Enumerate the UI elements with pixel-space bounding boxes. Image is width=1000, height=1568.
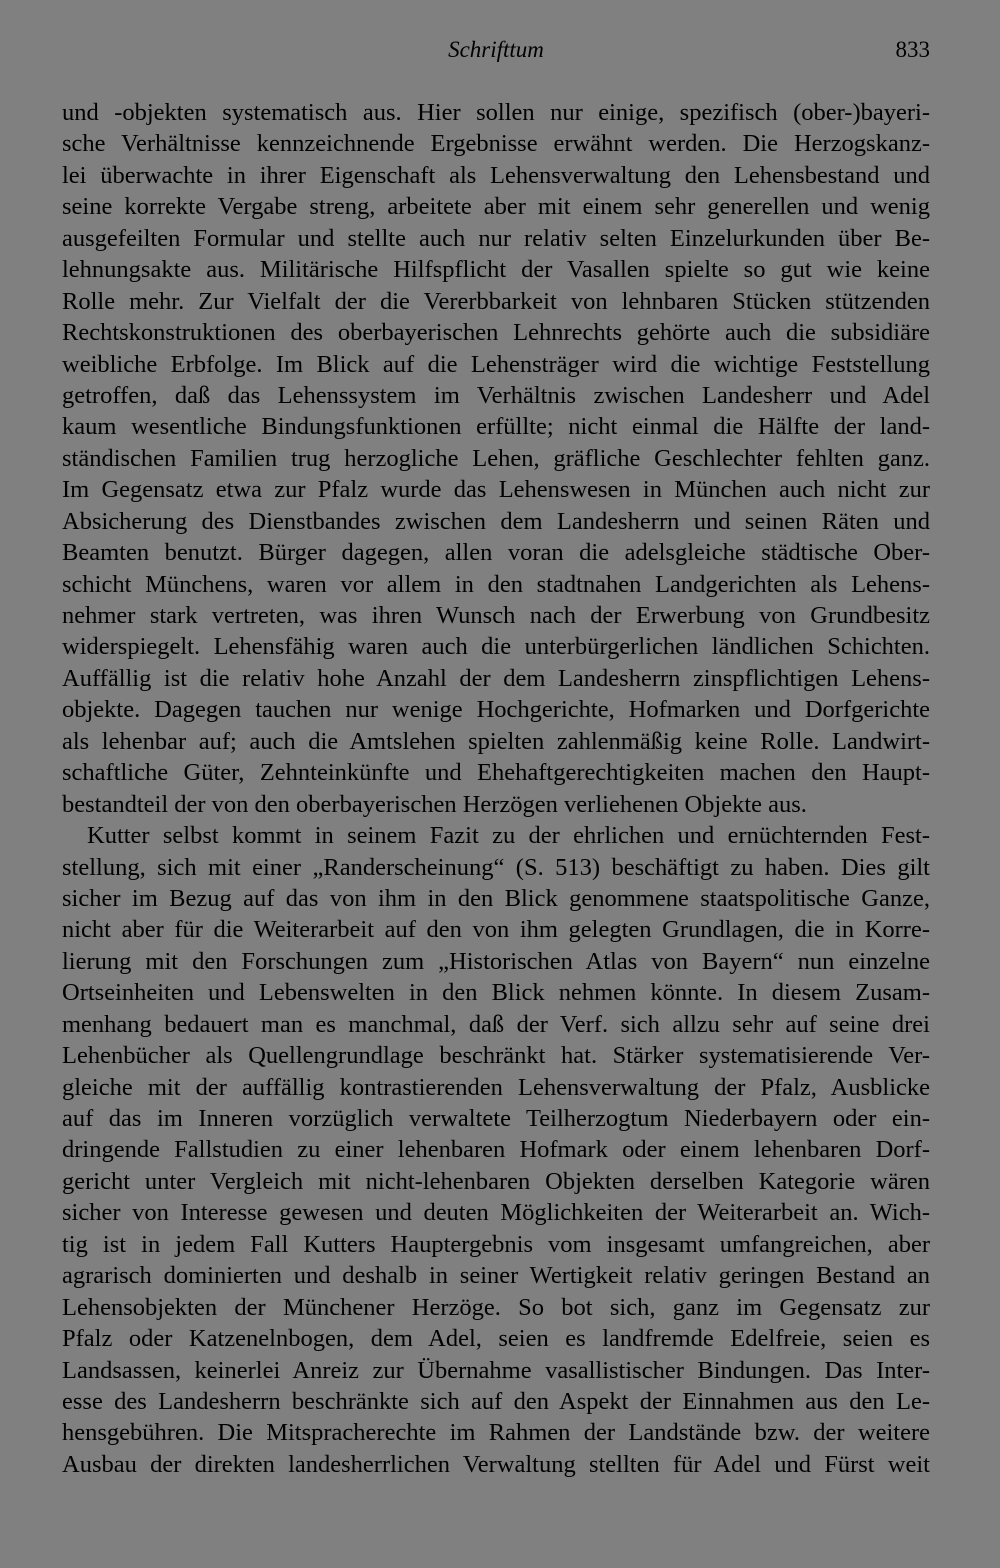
- text-line: agrarisch dominierten und deshalb in seiner Wertigkeit relativ geringen Bestand an: [62, 1262, 930, 1290]
- text-line: Pfalz oder Katzenelnbogen, dem Adel, seien es landfremde Edelfreie, seien es: [62, 1325, 930, 1353]
- page-number: 833: [895, 37, 930, 62]
- text-line: nicht aber für die Weiterarbeit auf den von ihm gelegten Grundlagen, die in Korre-: [62, 916, 930, 944]
- text-line: bestandteil der von den oberbayerischen Herzögen verliehenen Objekte aus.: [62, 790, 807, 818]
- text-line: sicher von Interesse gewesen und deuten Möglichkeiten der Weiterarbeit an. Wich-: [62, 1199, 930, 1227]
- text-line: stellung, sich mit einer „Randerscheinung“ (S. 513) beschäftigt zu haben. Dies gilt: [62, 853, 930, 881]
- text-line: Ortseinheiten und Lebenswelten in den Blick nehmen könnte. In diesem Zusam-: [62, 979, 930, 1007]
- text-line: ständischen Familien trug herzogliche Lehen, gräfliche Geschlechter fehlten ganz.: [62, 444, 930, 472]
- text-line: sicher im Bezug auf das von ihm in den Blick genommene staatspolitische Ganze,: [62, 884, 930, 912]
- text-line: ausgefeilten Formular und stellte auch nur relativ selten Einzelurkunden über Be-: [62, 224, 930, 252]
- text-line: dringende Fallstudien zu einer lehenbaren Hofmark oder einem lehenbaren Dorf-: [62, 1136, 930, 1164]
- text-line: schicht Münchens, waren vor allem in den stadtnahen Landgerichten als Lehens-: [62, 570, 930, 598]
- text-line: Lehenbücher als Quellengrundlage beschränkt hat. Stärker systematisierende Ver-: [62, 1042, 930, 1070]
- text-line: Beamten benutzt. Bürger dagegen, allen voran die adelsgleiche städtische Ober-: [62, 539, 930, 567]
- text-line: Kutter selbst kommt in seinem Fazit zu der ehrlichen und ernüchternden Fest-: [87, 822, 930, 850]
- text-line: Ausbau der direkten landesherrlichen Verwaltung stellten für Adel und Fürst weit: [62, 1450, 930, 1478]
- text-line: und -objekten systematisch aus. Hier sollen nur einige, spezifisch (ober-)bayeri-: [62, 99, 930, 126]
- text-line: als lehenbar auf; auch die Amtslehen spielten zahlenmäßig keine Rolle. Landwirt-: [62, 727, 930, 755]
- text-line: kaum wesentliche Bindungsfunktionen erfüllte; nicht einmal die Hälfte der land-: [62, 413, 930, 441]
- book-page: [62, 0, 930, 1568]
- text-line: Rechtskonstruktionen des oberbayerischen Lehnrechts gehörte auch die subsidiäre: [62, 319, 930, 347]
- text-line: gleiche mit der auffällig kontrastierenden Lehensverwaltung der Pfalz, Ausblicke: [62, 1073, 930, 1101]
- body-text: [62, 97, 930, 1480]
- text-line: weibliche Erbfolge. Im Blick auf die Lehensträger wird die wichtige Feststellung: [62, 350, 930, 378]
- running-title: Schrifttum: [448, 37, 544, 62]
- text-line: hensgebühren. Die Mitspracherechte im Rahmen der Landstände bzw. der weitere: [62, 1419, 930, 1447]
- text-line: getroffen, daß das Lehenssystem im Verhältnis zwischen Landesherr und Adel: [62, 381, 930, 409]
- text-line: lierung mit den Forschungen zum „Historischen Atlas von Bayern“ nun einzelne: [62, 947, 930, 975]
- text-line: Landsassen, keinerlei Anreiz zur Übernahme vasallistischer Bindungen. Das Inter-: [62, 1356, 930, 1384]
- text-line: seine korrekte Vergabe streng, arbeitete aber mit einem sehr generellen und wenig: [62, 193, 930, 221]
- text-line: Auffällig ist die relativ hohe Anzahl der dem Landesherrn zinspflichtigen Lehens-: [62, 664, 930, 692]
- text-line: sche Verhältnisse kennzeichnende Ergebnisse erwähnt werden. Die Herzogskanz-: [62, 130, 930, 158]
- text-line: widerspiegelt. Lehensfähig waren auch die unterbürgerlichen ländlichen Schichten.: [62, 633, 930, 661]
- text-line: schaftliche Güter, Zehnteinkünfte und Ehehaftgerechtigkeiten machen den Haupt-: [62, 759, 930, 787]
- text-line: Absicherung des Dienstbandes zwischen dem Landesherrn und seinen Räten und: [62, 507, 930, 535]
- text-line: lei überwachte in ihrer Eigenschaft als Lehensverwaltung den Lehensbestand und: [62, 161, 930, 189]
- text-line: Im Gegensatz etwa zur Pfalz wurde das Lehenswesen in München auch nicht zur: [62, 476, 930, 504]
- text-line: auf das im Inneren vorzüglich verwaltete Teilherzogtum Niederbayern oder ein-: [62, 1105, 930, 1132]
- text-line: gericht unter Vergleich mit nicht-lehenbaren Objekten derselben Kategorie wären: [62, 1167, 930, 1195]
- text-line: objekte. Dagegen tauchen nur wenige Hochgerichte, Hofmarken und Dorfgerichte: [62, 696, 930, 724]
- running-head: [62, 34, 930, 66]
- text-line: tig ist in jedem Fall Kutters Hauptergebnis vom insgesamt umfangreichen, aber: [62, 1230, 930, 1258]
- text-line: lehnungsakte aus. Militärische Hilfspflicht der Vasallen spielte so gut wie keine: [62, 256, 930, 284]
- text-line: Rolle mehr. Zur Vielfalt der die Vererbbarkeit von lehnbaren Stücken stützenden: [62, 287, 930, 315]
- text-line: esse des Landesherrn beschränkte sich auf den Aspekt der Einnahmen aus den Le-: [62, 1387, 930, 1415]
- text-line: menhang bedauert man es manchmal, daß der Verf. sich allzu sehr auf seine drei: [62, 1010, 930, 1038]
- text-line: nehmer stark vertreten, was ihren Wunsch nach der Erwerbung von Grundbesitz: [62, 602, 930, 629]
- text-line: Lehensobjekten der Münchener Herzöge. So bot sich, ganz im Gegensatz zur: [62, 1293, 930, 1321]
